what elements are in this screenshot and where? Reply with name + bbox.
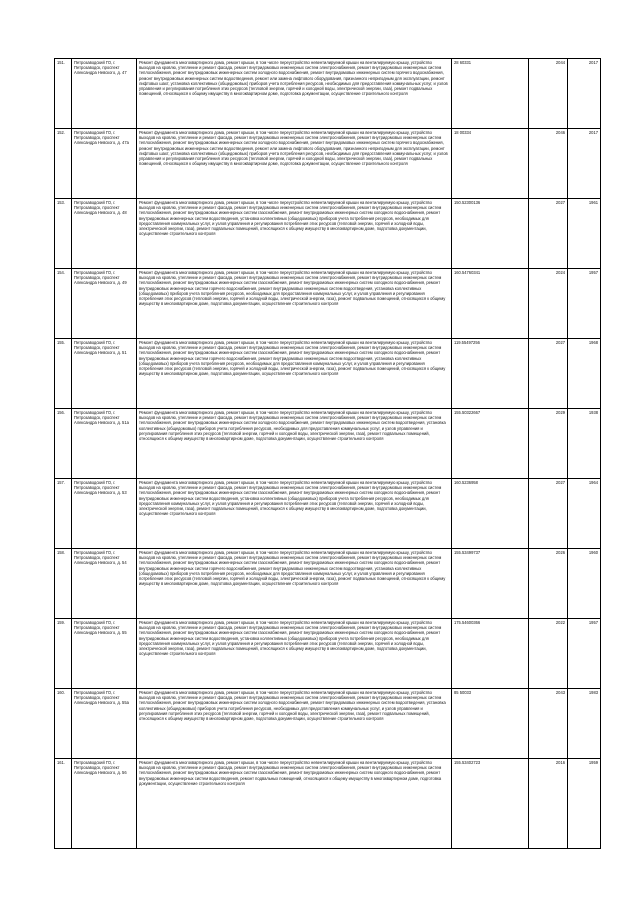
table-row [55,479,601,549]
row-description: Ремонт фундамента многоквартирного дома, ремонт крыши, в том числе переустройство невентилируемой крыши на вентилируемую крышу, устройство выходов на кровлю, утепление и ремонт фасада, ремонт внутридомовых инженерных систем электроснабжения, ремонт внутридомовых инженерных систем теплоснабжения, ремонт внутридомовых инженерных систем холодного водоснабжения, ремонт внутридомовых инженерных систем горячего водоснабжения, ремонт внутридомовых инженерных систем водоотведения, ремонт или замена лифтового оборудования, признанного непригодным для эксплуатации, ремонт лифтовых шахт, установка коллективных (общедомовых) приборов учета потребления ресурсов, необходимых для предоставления коммунальных услуг, и узлов управления и регулирования потребления этих ресурсов (тепловой энергии, горячей и холодной воды, электрической энергии, газа), ремонт подвальных помещений, относящихся к общему имуществу в многоквартирном доме, подготовка документации, осуществление строительного контроля [137,59,452,129]
row-year: 2043 [529,689,568,759]
row-address: Петрозаводский ГО, г. Петрозаводск, проспект Александра Невского, д. 56 [72,759,137,849]
row-address: Петрозаводский ГО, г. Петрозаводск, проспект Александра Невского, д. 51 [72,339,137,409]
row-built: 1961 [568,199,601,269]
row-cost: 85 50033 [452,689,529,759]
row-number: 158. [55,549,72,619]
row-number: 159. [55,619,72,689]
row-cost: 28 60331 [452,59,529,129]
row-cost: 160.54760341 [452,269,529,339]
row-number: 152. [55,129,72,199]
repair-registry-table [54,58,601,849]
row-description: Ремонт фундамента многоквартирного дома, ремонт крыши, в том числе переустройство невентилируемой крыши на вентилируемую крышу, устройство выходов на кровлю, утепление и ремонт фасада, ремонт внутридомовых инженерных систем электроснабжения, ремонт внутридомовых инженерных систем теплоснабжения, ремонт внутридомовых инженерных систем газоснабжения, ремонт внутридомовых инженерных систем холодного водоснабжения, ремонт внутридомовых инженерных систем горячего водоснабжения, ремонт внутридомовых инженерных систем водоотведения, установка коллективных (общедомовых) приборов учета потребления ресурсов, необходимых для предоставления коммунальных услуг, и узлов управления и регулирования потребления этих ресурсов (тепловой энергии, горячей и холодной воды, электрической энергии, газа), ремонт подвальных помещений, относящихся к общему имуществу в многоквартирном доме, подготовка документации, осуществление строительного контроля [137,339,452,409]
row-cost: 155.53499737 [452,549,529,619]
row-description: Ремонт фундамента многоквартирного дома, ремонт крыши, в том числе переустройство невентилируемой крыши на вентилируемую крышу, устройство выходов на кровлю, утепление и ремонт фасада, ремонт внутридомовых инженерных систем электроснабжения, ремонт внутридомовых инженерных систем теплоснабжения, ремонт внутридомовых инженерных систем холодного водоснабжения, ремонт внутридомовых инженерных систем горячего водоснабжения, ремонт внутридомовых инженерных систем водоотведения, ремонт или замена лифтового оборудования, признанного непригодным для эксплуатации, ремонт лифтовых шахт, установка коллективных (общедомовых) приборов учета потребления ресурсов, необходимых для предоставления коммунальных услуг, и узлов управления и регулирования потребления этих ресурсов (тепловой энергии, горячей и холодной воды, электрической энергии, газа), ремонт подвальных помещений, относящихся к общему имуществу в многоквартирном доме, подготовка документации, осуществление строительного контроля [137,129,452,199]
row-description: Ремонт фундамента многоквартирного дома, ремонт крыши, в том числе переустройство невентилируемой крыши на вентилируемую крышу, устройство выходов на кровлю, утепление и ремонт фасада, ремонт внутридомовых инженерных систем электроснабжения, ремонт внутридомовых инженерных систем теплоснабжения, ремонт внутридомовых инженерных систем холодного водоснабжения, ремонт внутридомовых инженерных систем водоотведения, установка коллективных (общедомовых) приборов учета потребления ресурсов, необходимых для предоставления коммунальных услуг, и узлов управления и регулирования потребления этих ресурсов (тепловой энергии, горячей и холодной воды, электрической энергии, газа), ремонт подвальных помещений, относящихся к общему имуществу в многоквартирном доме, подготовка документации, осуществление строительного контроля [137,409,452,479]
table-row [55,689,601,759]
row-number: 155. [55,339,72,409]
row-year: 2026 [529,549,568,619]
row-address: Петрозаводский ГО, г. Петрозаводск, проспект Александра Невского, д. 55 [72,619,137,689]
row-built: 1957 [568,269,601,339]
row-address: Петрозаводский ГО, г. Петрозаводск, проспект Александра Невского, д. 55а [72,689,137,759]
row-cost: 155.53402723 [452,759,529,849]
row-description: Ремонт фундамента многоквартирного дома, ремонт крыши, в том числе переустройство невентилируемой крыши на вентилируемую крышу, устройство выходов на кровлю, утепление и ремонт фасада, ремонт внутридомовых инженерных систем электроснабжения, ремонт внутридомовых инженерных систем теплоснабжения, ремонт внутридомовых инженерных систем газоснабжения, ремонт внутридомовых инженерных систем холодного водоснабжения, ремонт внутридомовых инженерных систем горячего водоснабжения, ремонт внутридомовых инженерных систем водоотведения, установка коллективных (общедомовых) приборов учета потребления ресурсов, необходимых для предоставления коммунальных услуг, и узлов управления и регулирования потребления этих ресурсов (тепловой энергии, горячей и холодной воды, электрической энергии, газа), ремонт подвальных помещений, относящихся к общему имуществу в многоквартирном доме, подготовка документации, осуществление строительного контроля [137,269,452,339]
table-row [55,129,601,199]
row-built: 2017 [568,129,601,199]
row-number: 156. [55,409,72,479]
row-description: Ремонт фундамента многоквартирного дома, ремонт крыши, в том числе переустройство невентилируемой крыши на вентилируемую крышу, устройство выходов на кровлю, утепление и ремонт фасада, ремонт внутридомовых инженерных систем электроснабжения, ремонт внутридомовых инженерных систем теплоснабжения, ремонт внутридомовых инженерных систем газоснабжения, ремонт внутридомовых инженерных систем холодного водоснабжения, ремонт внутридомовых инженерных систем водоотведения, установка коллективных (общедомовых) приборов учета потребления ресурсов, необходимых для предоставления коммунальных услуг, и узлов управления и регулирования потребления этих ресурсов (тепловой энергии, горячей и холодной воды, электрической энергии, газа), ремонт подвальных помещений, относящихся к общему имуществу в многоквартирном доме, подготовка документации, осуществление строительного контроля [137,199,452,269]
row-number: 157. [55,479,72,549]
row-cost: 119.55497256 [452,339,529,409]
table-row [55,59,601,129]
row-number: 153. [55,199,72,269]
table-row [55,269,601,339]
row-address: Петрозаводский ГО, г. Петрозаводск, проспект Александра Невского, д. 47 [72,59,137,129]
row-year: 2046 [529,129,568,199]
row-number: 160. [55,689,72,759]
table-row [55,199,601,269]
row-built: 1938 [568,409,601,479]
row-year: 2016 [529,759,568,849]
row-cost: 175.54600366 [452,619,529,689]
row-description: Ремонт фундамента многоквартирного дома, ремонт крыши, в том числе переустройство невентилируемой крыши на вентилируемую крышу, устройство выходов на кровлю, утепление и ремонт фасада, ремонт внутридомовых инженерных систем электроснабжения, ремонт внутридомовых инженерных систем теплоснабжения, ремонт внутридомовых инженерных систем газоснабжения, ремонт внутридомовых инженерных систем холодного водоснабжения, ремонт внутридомовых инженерных систем водоотведения, ремонт подвальных помещений, относящихся к общему имуществу в многоквартирном доме, подготовка документации, осуществление строительного контроля [137,759,452,849]
registry-body [55,59,601,849]
row-address: Петрозаводский ГО, г. Петрозаводск, проспект Александра Невского, д. 48 [72,199,137,269]
row-address: Петрозаводский ГО, г. Петрозаводск, проспект Александра Невского, д. 53 [72,479,137,549]
row-built: 2017 [568,59,601,129]
row-address: Петрозаводский ГО, г. Петрозаводск, проспект Александра Невского, д. 54 [72,549,137,619]
row-year: 2029 [529,409,568,479]
row-description: Ремонт фундамента многоквартирного дома, ремонт крыши, в том числе переустройство невентилируемой крыши на вентилируемую крышу, устройство выходов на кровлю, утепление и ремонт фасада, ремонт внутридомовых инженерных систем электроснабжения, ремонт внутридомовых инженерных систем теплоснабжения, ремонт внутридомовых инженерных систем газоснабжения, ремонт внутридомовых инженерных систем холодного водоснабжения, ремонт внутридомовых инженерных систем водоотведения, установка коллективных (общедомовых) приборов учета потребления ресурсов, необходимых для предоставления коммунальных услуг, и узлов управления и регулирования потребления этих ресурсов (тепловой энергии, горячей и холодной воды, электрической энергии, газа), ремонт подвальных помещений, относящихся к общему имуществу в многоквартирном доме, подготовка документации, осуществление строительного контроля [137,479,452,549]
row-description: Ремонт фундамента многоквартирного дома, ремонт крыши, в том числе переустройство невентилируемой крыши на вентилируемую крышу, устройство выходов на кровлю, утепление и ремонт фасада, ремонт внутридомовых инженерных систем электроснабжения, ремонт внутридомовых инженерных систем теплоснабжения, ремонт внутридомовых инженерных систем холодного водоснабжения, ремонт внутридомовых инженерных систем водоотведения, установка коллективных (общедомовых) приборов учета потребления ресурсов, необходимых для предоставления коммунальных услуг, и узлов управления и регулирования потребления этих ресурсов (тепловой энергии, горячей и холодной воды, электрической энергии, газа), ремонт подвальных помещений, относящихся к общему имуществу в многоквартирном доме, подготовка документации, осуществление строительного контроля [137,689,452,759]
row-year: 2027 [529,479,568,549]
row-number: 151. [55,59,72,129]
row-description: Ремонт фундамента многоквартирного дома, ремонт крыши, в том числе переустройство невентилируемой крыши на вентилируемую крышу, устройство выходов на кровлю, утепление и ремонт фасада, ремонт внутридомовых инженерных систем электроснабжения, ремонт внутридомовых инженерных систем теплоснабжения, ремонт внутридомовых инженерных систем газоснабжения, ремонт внутридомовых инженерных систем холодного водоснабжения, ремонт внутридомовых инженерных систем водоотведения, установка коллективных (общедомовых) приборов учета потребления ресурсов, необходимых для предоставления коммунальных услуг, и узлов управления и регулирования потребления этих ресурсов (тепловой энергии, горячей и холодной воды, электрической энергии, газа), ремонт подвальных помещений, относящихся к общему имуществу в многоквартирном доме, подготовка документации, осуществление строительного контроля [137,619,452,689]
row-cost: 160.5236958 [452,479,529,549]
row-address: Петрозаводский ГО, г. Петрозаводск, проспект Александра Невского, д. 47а [72,129,137,199]
row-built: 1960 [568,549,601,619]
row-address: Петрозаводский ГО, г. Петрозаводск, проспект Александра Невского, д. 51а [72,409,137,479]
row-year: 2027 [529,339,568,409]
table-row [55,619,601,689]
table-row [55,339,601,409]
row-built: 1968 [568,339,601,409]
row-cost: 150.52300136 [452,199,529,269]
row-cost: 155.50322667 [452,409,529,479]
table-row [55,759,601,849]
row-cost: 18 00334 [452,129,529,199]
row-description: Ремонт фундамента многоквартирного дома, ремонт крыши, в том числе переустройство невентилируемой крыши на вентилируемую крышу, устройство выходов на кровлю, утепление и ремонт фасада, ремонт внутридомовых инженерных систем электроснабжения, ремонт внутридомовых инженерных систем теплоснабжения, ремонт внутридомовых инженерных систем газоснабжения, ремонт внутридомовых инженерных систем холодного водоснабжения, ремонт внутридомовых инженерных систем горячего водоснабжения, ремонт внутридомовых инженерных систем водоотведения, установка коллективных (общедомовых) приборов учета потребления ресурсов, необходимых для предоставления коммунальных услуг, и узлов управления и регулирования потребления этих ресурсов (тепловой энергии, горячей и холодной воды, электрической энергии, газа), ремонт подвальных помещений, относящихся к общему имуществу в многоквартирном доме, подготовка документации, осуществление строительного контроля [137,549,452,619]
row-year: 2022 [529,619,568,689]
row-year: 2024 [529,269,568,339]
row-built: 1957 [568,619,601,689]
row-built: 1964 [568,479,601,549]
row-built: 1983 [568,689,601,759]
row-year: 2027 [529,199,568,269]
row-address: Петрозаводский ГО, г. Петрозаводск, проспект Александра Невского, д. 49 [72,269,137,339]
table-row [55,549,601,619]
row-year: 2044 [529,59,568,129]
row-number: 161. [55,759,72,849]
table-row [55,409,601,479]
row-number: 154. [55,269,72,339]
row-built: 1959 [568,759,601,849]
